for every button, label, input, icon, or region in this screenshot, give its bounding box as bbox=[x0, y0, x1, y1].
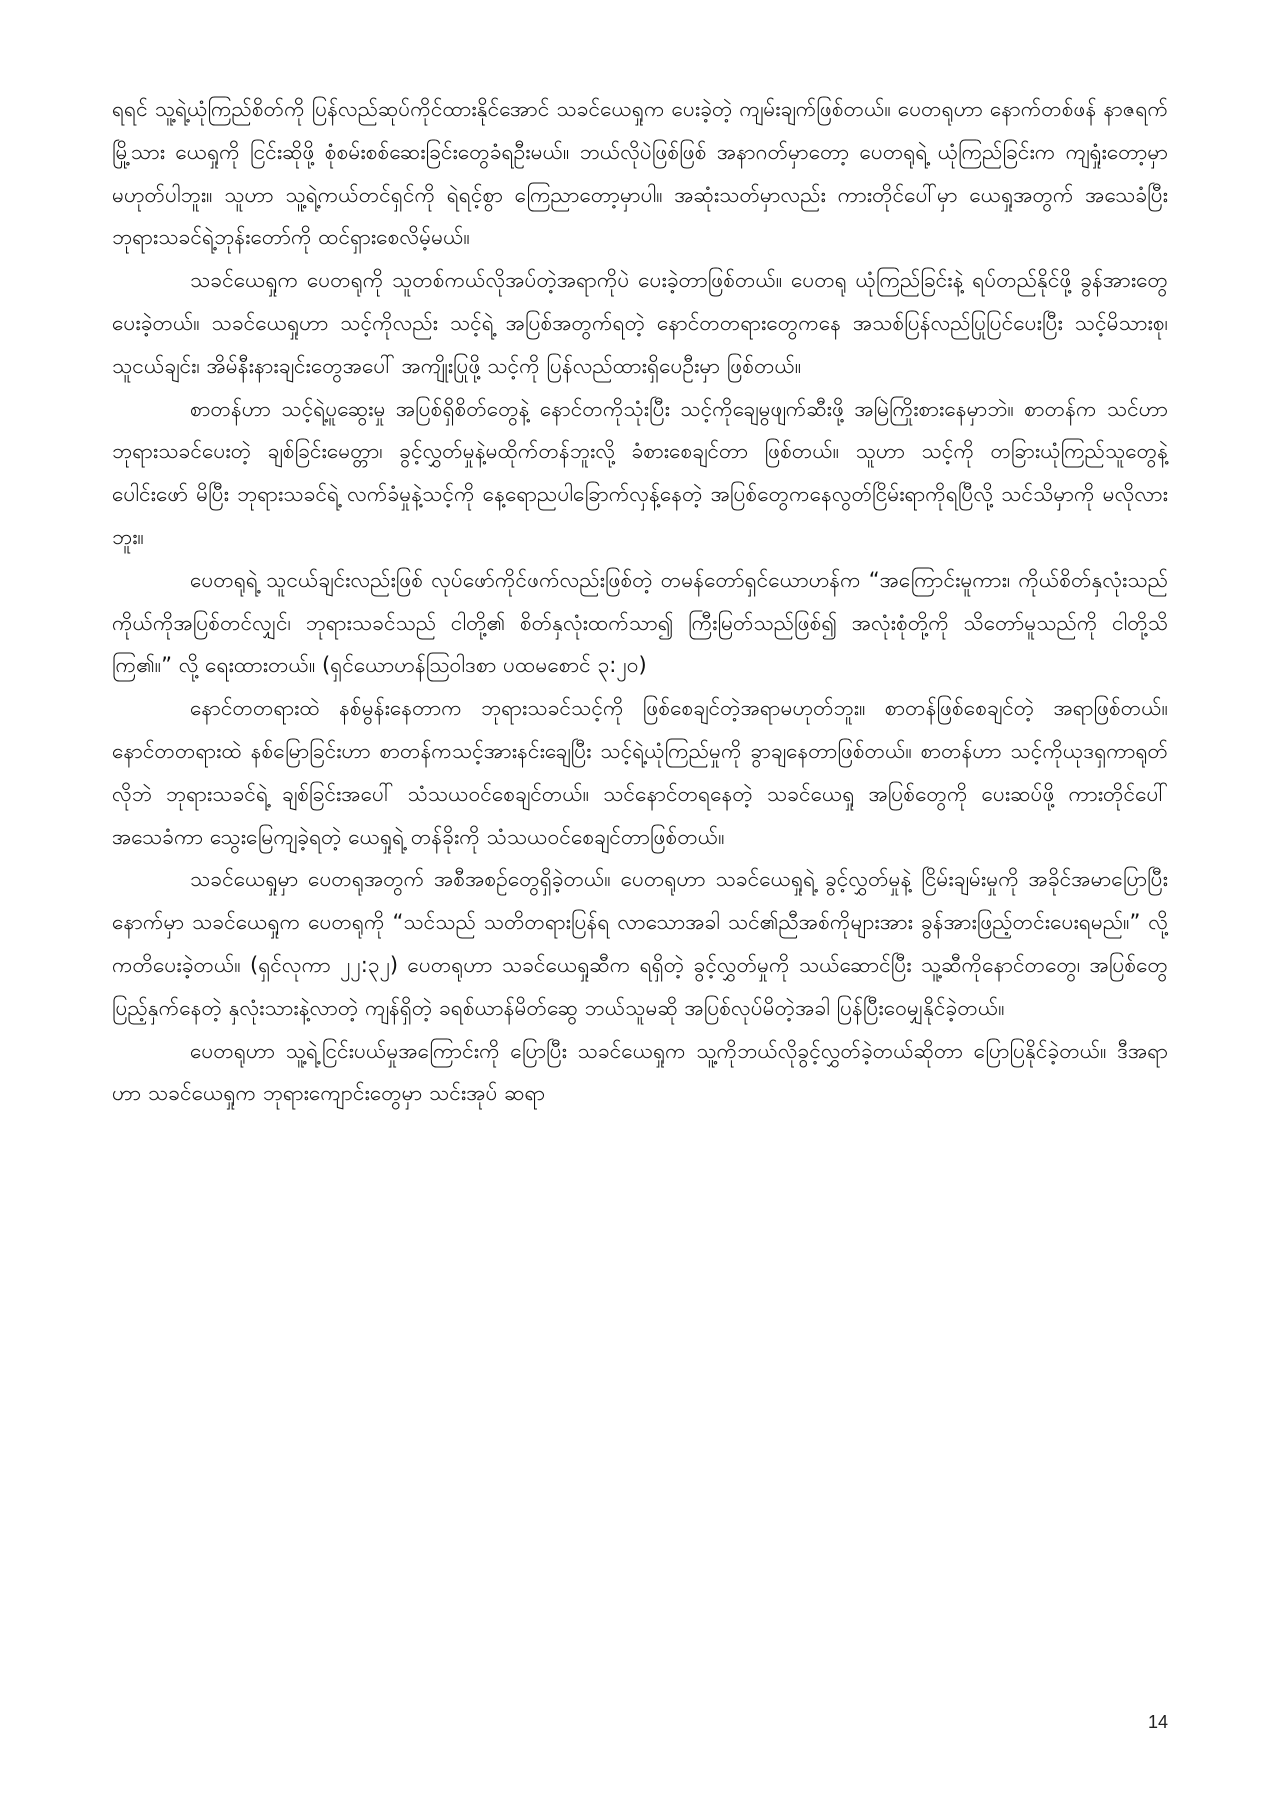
paragraph-3: စာတန်ဟာ သင့်ရဲ့ပူဆွေးမှု အပြစ်ရှိစိတ်တွေနဲ့ နောင်တကိုသုံးပြီး သင့်ကိုချေမွဖျက်ဆီးဖို့ အမြဲကြိုးစားနေမှာဘဲ။ စာတန်က သင်ဟာဘုရားသခင်ပေးတဲ့ ချစ်ခြင်းမေတ္တာ၊ ခွင့်လွှတ်မှုနဲ့မထိုက်တန်ဘူးလို့ ခံစားစေချင်တာ ဖြစ်တယ်။ သူဟာ သင့်ကို တခြားယုံကြည်သူတွေနဲ့ ပေါင်းဖော် မိပြီး ဘုရားသခင်ရဲ့ လက်ခံမှုနဲ့သင့်ကို နေ့ရောညပါခြောက်လှန့်နေတဲ့ အပြစ်တွေကနေလွတ်ငြိမ်းရာကိုရပြီလို့ သင်သိမှာကို မလိုလားဘူး။ bbox=[112, 396, 1168, 549]
body-text bbox=[112, 88, 1168, 1115]
paragraph-4: ပေတရုရဲ့ သူငယ်ချင်းလည်းဖြစ် လုပ်ဖော်ကိုင်ဖက်လည်းဖြစ်တဲ့ တမန်တော်ရှင်ယောဟန်က “အကြောင်းမူကား၊ ကိုယ်စိတ်နှလုံးသည် ကိုယ်ကိုအပြစ်တင်လျှင်၊ ဘုရားသခင်သည် ငါတို့၏ စိတ်နှလုံးထက်သာ၍ ကြီးမြတ်သည်ဖြစ်၍ အလုံးစုံတို့ကို သိတော်မူသည်ကို ငါတို့သိကြ၏။” လို့ ရေးထားတယ်။ (ရှင်ယောဟန်ဩဝါဒစာ ပထမစောင် ၃:၂၀) bbox=[112, 567, 1168, 678]
paragraph-7: ပေတရုဟာ သူ့ရဲ့ငြင်းပယ်မှုအကြောင်းကို ပြောပြီး သခင်ယေရှုက သူ့ကိုဘယ်လိုခွင့်လွှတ်ခဲ့တယ်ဆိုတာ ပြောပြနိုင်ခဲ့တယ်။ ဒီအရာဟာ သခင်ယေရှုက ဘုရားကျောင်းတွေမှာ သင်းအုပ် ဆရာ bbox=[112, 1038, 1168, 1106]
paragraph-5: နောင်တတရားထဲ နစ်မွန်းနေတာက ဘုရားသခင်သင့်ကို ဖြစ်စေချင်တဲ့အရာမဟုတ်ဘူး။ စာတန်ဖြစ်စေချင်တဲ့ အရာဖြစ်တယ်။ နောင်တတရားထဲ နစ်မြောခြင်းဟာ စာတန်ကသင့်အားနင်းချေပြီး သင့်ရဲ့ယုံကြည်မှုကို ခွာချနေတာဖြစ်တယ်။ စာတန်ဟာ သင့်ကိုယုဒရှကာရုတ်လိုဘဲ ဘုရားသခင်ရဲ့ ချစ်ခြင်းအပေါ် သံသယဝင်စေချင်တယ်။ သင်နောင်တရနေတဲ့ သခင်ယေရှု အပြစ်တွေကို ပေးဆပ်ဖို့ ကားတိုင်ပေါ်အသေခံကာ သွေးမြေကျခဲ့ရတဲ့ ယေရှုရဲ့ တန်ခိုးကို သံသယဝင်စေချင်တာဖြစ်တယ်။ bbox=[112, 696, 1168, 849]
paragraph-2: သခင်ယေရှုက ပေတရုကို သူတစ်ကယ်လိုအပ်တဲ့အရာကိုပဲ ပေးခဲ့တာဖြစ်တယ်။ ပေတရု ယုံကြည်ခြင်းနဲ့ ရပ်တည်နိုင်ဖို့ ခွန်အားတွေပေးခဲ့တယ်။ သခင်ယေရှုဟာ သင့်ကိုလည်း သင့်ရဲ့ အပြစ်အတွက်ရတဲ့ နောင်တတရားတွေကနေ အသစ်ပြန်လည်ပြုပြင်ပေးပြီး သင့်မိသားစု၊ သူငယ်ချင်း၊ အိမ်နီးနားချင်းတွေအပေါ် အကျိုးပြုဖို့ သင့်ကို ပြန်လည်ထားရှိပေဦးမှာ ဖြစ်တယ်။ bbox=[112, 268, 1168, 378]
page-number: 14 bbox=[1147, 1712, 1168, 1732]
paragraph-1: ရရင် သူ့ရဲ့ယုံကြည်စိတ်ကို ပြန်လည်ဆုပ်ကိုင်ထားနိုင်အောင် သခင်ယေရှုက ပေးခဲ့တဲ့ ကျမ်းချက်ဖြစ်တယ်။ ပေတရုဟာ နောက်တစ်ဖန် နာဇရက်မြို့သား ယေရှုကို ငြင်းဆိုဖို့ စုံစမ်းစစ်ဆေးခြင်းတွေခံရဦးမယ်။ ဘယ်လိုပဲဖြစ်ဖြစ် အနာဂတ်မှာတော့ ပေတရုရဲ့ ယုံကြည်ခြင်းက ကျရှုံးတော့မှာ မဟုတ်ပါဘူး။ သူဟာ သူ့ရဲ့ကယ်တင်ရှင်ကို ရဲရင့်စွာ ကြေညာတော့မှာပါ။ အဆုံးသတ်မှာလည်း ကားတိုင်ပေါ်မှာ ယေရှုအတွက် အသေခံပြီး ဘုရားသခင်ရဲ့ဘုန်းတော်ကို ထင်ရှားစေလိမ့်မယ်။ bbox=[112, 97, 1168, 250]
paragraph-6: သခင်ယေရှုမှာ ပေတရုအတွက် အစီအစဉ်တွေရှိခဲ့တယ်။ ပေတရုဟာ သခင်ယေရှုရဲ့ ခွင့်လွှတ်မှုနဲ့ ငြိမ်းချမ်းမှုကို အခိုင်အမာပြောပြီး နောက်မှာ သခင်ယေရှုက ပေတရုကို “သင်သည် သတိတရားပြန်ရ လာသောအခါ သင်၏ညီအစ်ကိုများအား ခွန်အားဖြည့်တင်းပေးရမည်။” လို့ ကတိပေးခဲ့တယ်။ (ရှင်လုကာ ၂၂:၃၂) ပေတရုဟာ သခင်ယေရှုဆီက ရရှိတဲ့ ခွင့်လွှတ်မှုကို သယ်ဆောင်ပြီး သူ့ဆီကိုနောင်တတွေ၊ အပြစ်တွေပြည့်နှက်နေတဲ့ နှလုံးသားနဲ့လာတဲ့ ကျန်ရှိတဲ့ ခရစ်ယာန်မိတ်ဆွေ ဘယ်သူမဆို အပြစ်လုပ်မိတဲ့အခါ ပြန်ပြီးဝေမျှနိုင်ခဲ့တယ်။ bbox=[112, 867, 1168, 1020]
